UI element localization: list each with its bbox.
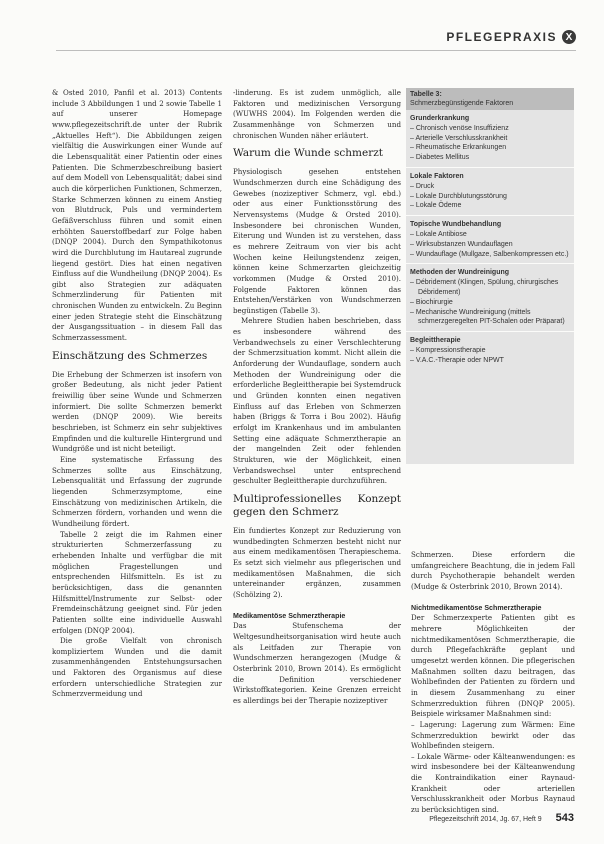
table-item: – Biochirurgie xyxy=(410,298,453,306)
section-heading-multiprofessionell: Multiprofessionelles Konzept gegen den Schmerz xyxy=(233,492,401,518)
paragraph: Das Stufenschema der Weltgesundheitsorganisation wird heute auch als Leitfaden zur Therapie von Wundschmerzen herangezogen (Mudge & Osterbrink 2010, Brown 2014). Es ermöglicht die Definition verschiedener Wirkstoffkategorien. Keine Grenzen erreicht es allerdings bei der Therapie nozizeptiver xyxy=(233,621,401,705)
paragraph: Der Schmerzexperte Patienten gibt es mehrere Möglichkeiten der nichtmedikamentösen Schmerztherapie, die durch Pflegefachkräfte geplant und umgesetzt werden können. Die pflegerischen Maßnahmen sollten dazu beitragen, das Wohlbefinden der Patienten zu fördern und in diesem Zusammenhang zu einer Schmerzreduktion führen (DNQP 2005). Beispiele wirksamer Maßnahmen sind: xyxy=(411,613,575,719)
table-item: – Kompressionstherapie xyxy=(410,346,486,354)
table-section xyxy=(406,216,574,264)
paragraph: Ein fundiertes Konzept zur Reduzierung von wundbedingten Schmerzen besteht nicht nur aus einem medikamentösen Therapieschema. Es setzt sich vielmehr aus pflegerischen und medikamentösen Maßnahmen, die sich untereinander ergänzen, zusammen (Schölzing 2). xyxy=(233,525,401,599)
table-caption xyxy=(406,88,574,110)
section-heading-warum: Warum die Wunde schmerzt xyxy=(233,147,383,160)
table-item: – Débridement (Klingen, Spülung, chirurgisches Débridement) xyxy=(410,279,559,296)
table-subtitle: Schmerzbegünstigende Faktoren xyxy=(410,100,514,107)
paragraph: Physiologisch gesehen entstehen Wundschmerzen durch eine Schädigung des Gewebes (nozizeptiver Schmerz, vgl. ebd.) oder aus einer Funktionsstörung des Nervensystems (Mudge & Orsted 2010). Insbesondere bei chronischen Wunden, Eiterung und Wunden ist zu verstehen, dass es mehrere Zeitraum von vier bis acht Wochen keine Heilungstendenz zeigen, können keine Schmerzarten gleichzeitig vorkommen (Mudge & Orsted 2010). Folgende Faktoren können das Entstehen/Verstärken von Wundschmerzen begünstigen (Tabelle 3). xyxy=(233,167,401,315)
table-item: – Lokale Ödeme xyxy=(410,202,462,210)
paragraph: Die Erhebung der Schmerzen ist insofern von großer Bedeutung, als nicht jeder Patient freiwillig über seine Wunde und Schmerzen informiert. Die sollte Schmerzen bemerkt werden (DNQP 2009). Wie bereits beschrieben, ist Schmerz ein sehr subjektives Empfinden und die kulturelle Hintergrund und Wundgröße und ist nicht beteiligt. xyxy=(52,369,222,454)
page-footer xyxy=(429,812,574,824)
table-item: – Mechanische Wundreinigung (mittels schmerzgeregelten PIT-Schalen oder Präparat) xyxy=(410,308,565,326)
table-section-heading: Methoden der Wundreinigung xyxy=(410,269,510,277)
text-column-1 xyxy=(52,88,222,700)
paragraph: Mehrere Studien haben beschrieben, dass es insbesondere während des Verbandwechsels zu einer Verschlechterung der Schmerzsituation kommt. Nicht allein die Anforderung der Wundauflage, sondern auch Methoden der Wundreinigung oder die erforderliche Begleittherapie bei Systemdruck und Gründen konnten einen negativen Einfluss auf das Erleben von Schmerzen haben (Briggs & Torra i Bou 2002). Häufig erfolgt im Krankenhaus und im ambulanten Setting eine adäquate Schmerztherapie an der mangelnden Zeit oder fehlenden Strukturen, wie der Möglichkeit, einen Verbandswechsel unter entsprechend geschulter Begleittherapie durchzuführen. xyxy=(233,316,401,486)
table-section-heading: Begleittherapie xyxy=(410,337,461,345)
paragraph: & Osted 2010, Panfil et al. 2013) Contents include 3 Abbildungen 1 und 2 sowie Tabelle 1 auf unserer Homepage www.pflegezeitschrift.de unter der Rubrik „Aktuelles Heft“). Die Abbildungen zeigen vielfältig die Auswirkungen einer Wunde auf die Lebensqualität einer Patientin oder eines Patienten. Die Schmerzbeschreibung basiert auf dem Modell von Lebensqualität; dabei sind auch die körperlichen Funktionen, Schmerzen, Starke Schmerzen können zu einem Anstieg von Blutdruck, Puls und vermindertem Gefäßverschluss führen und somit einen erhöhten Sauerstoffbedarf zur Folge haben (DNQP 2004). Durch den Sympathikotonus wird die Durchblutung im Hautareal zugrunde liegend gestört. Dies hat einen negativen Einfluss auf die Wundheilung (DNQP 2004). Es gibt also Strategien zur adäquaten Schmerzlinderung für Patienten mit chronischen Wunden zu entwickeln. Zu Beginn einer jeden Strategie steht die Einschätzung der Ausgangssituation – in diesem Fall das Schmerzassessment. xyxy=(52,88,222,343)
bullet-item: – Lagerung: Lagerung zum Wärmen: Eine Schmerzreduktion bewirkt oder das Wohlbefinden steigern. xyxy=(411,719,575,751)
table-item: – Lokale Durchblutungsstörung xyxy=(410,192,507,200)
paragraph: -linderung. Es ist zudem unmöglich, alle Faktoren und medizinischen Versorgung (WUWHS 2004). Im Folgenden werden die Zusammenhänge von Schmerzen und chronischen Wunden näher erläutert. xyxy=(233,88,401,140)
header-divider xyxy=(56,50,576,51)
table-item: – V.A.C.-Therapie oder NPWT xyxy=(410,356,504,364)
table-item: – Arterielle Verschlusskrankheit xyxy=(410,134,508,142)
table-section xyxy=(406,332,574,369)
table-section xyxy=(406,168,574,216)
section-heading-einschaetzung: Einschätzung des Schmerzes xyxy=(52,349,208,362)
table-section-heading: Topische Wundbehandlung xyxy=(410,221,502,229)
table-section-heading: Lokale Faktoren xyxy=(410,172,464,180)
paragraph: Eine systematische Erfassung des Schmerzes sollte aus Einschätzung, Lebensqualität und Erfassung der zugrunde liegenden Schmerzsymptome, eine Einschätzung von medizinischen Artikeln, die Schmerzen fördern, vorhanden und wenn die Wundheilung fördert. xyxy=(52,455,222,528)
text-column-3 xyxy=(411,550,575,816)
page-header xyxy=(446,30,576,44)
table-item: – Wirksubstanzen Wundauflagen xyxy=(410,240,513,248)
journal-citation: Pflegezeitschrift 2014, Jg. 67, Heft 9 xyxy=(429,816,542,823)
table-section xyxy=(406,264,574,332)
table-item: – Lokale Antibiose xyxy=(410,230,467,238)
subheading-nichtmedikamentoes: Nichtmedikamentöse Schmerztherapie xyxy=(411,603,542,612)
table-item: – Rheumatische Erkrankungen xyxy=(410,144,507,152)
paragraph: Schmerzen. Diese erfordern die umfangreichere Beachtung, die in jedem Fall durch Psychotherapie behandelt werden (Mudge & Osterbrink 2010, Brown 2014). xyxy=(411,550,575,591)
table-item: – Wundauflage (Mullgaze, Salbenkompressen etc.) xyxy=(410,250,569,258)
table-section-heading: Grunderkrankung xyxy=(410,115,470,122)
table-label: Tabelle 3: xyxy=(410,91,442,98)
table-item: – Diabetes Mellitus xyxy=(410,154,470,162)
text-column-2 xyxy=(233,88,401,706)
table-3-box xyxy=(406,88,574,464)
paragraph: Die große Vielfalt von chronisch kompliziertem Wunden und die damit zusammenhängenden Entstehungsursachen und Faktoren des Organismus auf diese erfordern unterschiedliche Strategien zur Schmerzvermeidung und xyxy=(52,636,222,699)
page-number: 543 xyxy=(555,812,574,824)
table-item: – Druck xyxy=(410,182,435,190)
table-item: – Chronisch venöse Insuffizienz xyxy=(410,124,509,132)
table-section xyxy=(406,110,574,168)
section-title: PFLEGEPRAXIS xyxy=(446,30,557,44)
subheading-medikamentoes: Medikamentöse Schmerztherapie xyxy=(233,611,346,620)
paragraph: Tabelle 2 zeigt die im Rahmen einer strukturierten Schmerzerfassung zu erhebenden Inhalte und verfügbar die mit möglichen Fragestellungen und entsprechenden Hilfsmitteln. Es ist zu berücksichtigen, dass die genannten Hilfsmittel/Instrumente zur Selbst- oder Fremdeinschätzung geeignet sind. Für jeden Patienten sollte eine individuelle Auswahl erfolgen (DNQP 2004). xyxy=(52,529,222,635)
section-logo-icon: X xyxy=(562,30,576,44)
bullet-item: – Lokale Wärme- oder Kälteanwendungen: es wird insbesondere bei der Kälteanwendung die Kontraindikation einer Raynaud-Krankheit oder arteriellen Verschlusskrankheit oder Morbus Raynaud zu berücksichtigen sind. xyxy=(411,751,575,815)
